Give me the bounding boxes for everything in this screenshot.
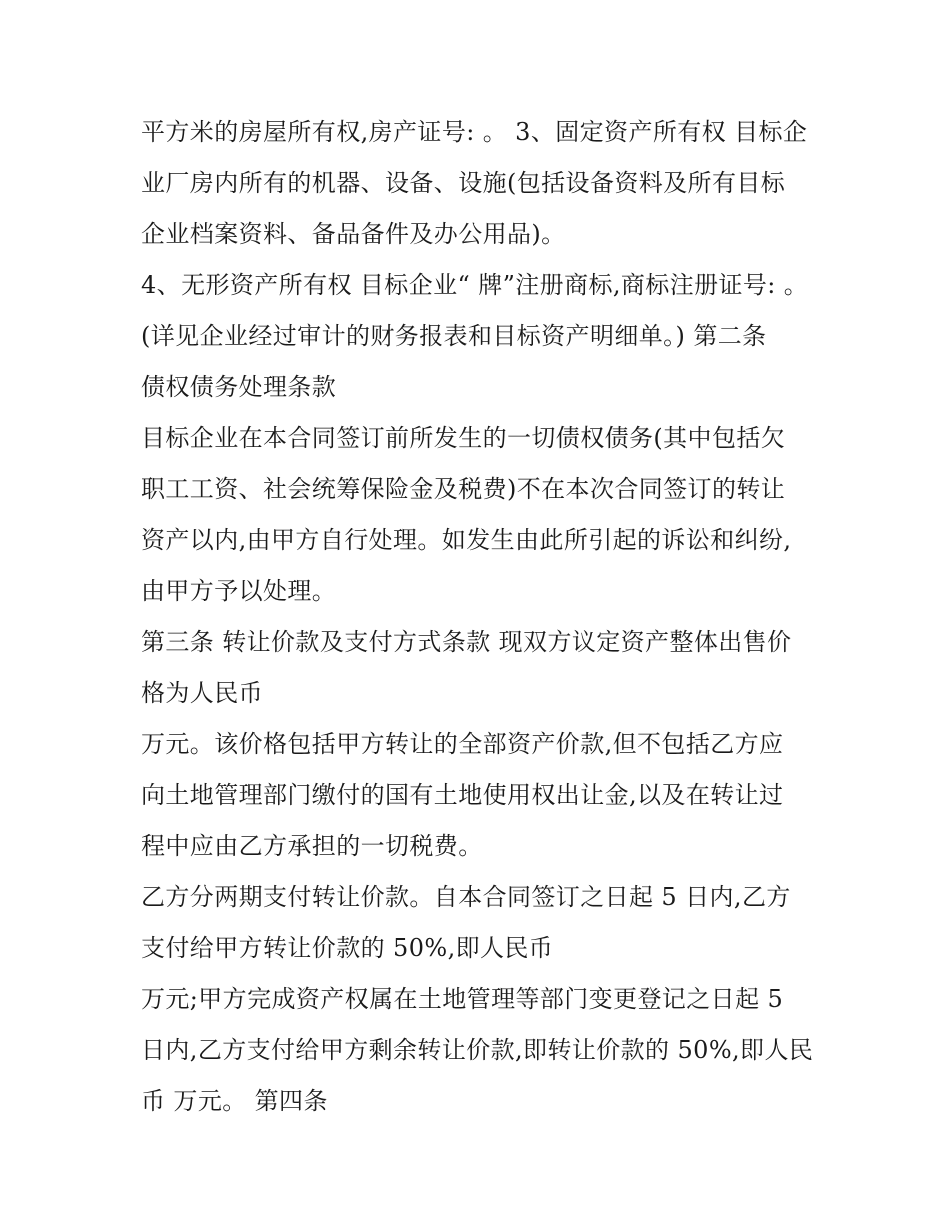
- text-line: 企业档案资料、备品备件及办公用品)。: [141, 220, 566, 248]
- text-line: 万元。该价格包括甲方转让的全部资产价款,但不包括乙方应: [141, 730, 784, 758]
- text-line: 平方米的房屋所有权,房产证号: 。 3、固定资产所有权 目标企: [141, 118, 808, 146]
- text-line: 职工工资、社会统筹保险金及税费)不在本次合同签订的转让: [141, 475, 786, 503]
- text-line: 目标企业在本合同签订前所发生的一切债权债务(其中包括欠: [141, 424, 786, 452]
- text-line: 4、无形资产所有权 目标企业“ 牌”注册商标,商标注册证号: 。: [141, 271, 809, 299]
- text-line: 向土地管理部门缴付的国有土地使用权出让金,以及在转让过: [141, 781, 784, 809]
- text-line: 乙方分两期支付转让价款。自本合同签订之日起 5 日内,乙方: [141, 883, 791, 911]
- contract-text-body: [141, 107, 821, 1127]
- text-line: 万元;甲方完成资产权属在土地管理等部门变更登记之日起 5: [141, 985, 784, 1013]
- text-line: 资产以内,由甲方自行处理。如发生由此所引起的诉讼和纠纷,: [141, 526, 792, 554]
- text-line: 格为人民币: [141, 679, 263, 707]
- text-line: (详见企业经过审计的财务报表和目标资产明细单。) 第二条: [141, 322, 767, 350]
- text-line: 第三条 转让价款及支付方式条款 现双方议定资产整体出售价: [141, 628, 792, 656]
- text-line: 债权债务处理条款: [141, 373, 337, 401]
- text-line: 由甲方予以处理。: [141, 577, 337, 605]
- text-line: 支付给甲方转让价款的 50%,即人民币: [141, 934, 554, 962]
- text-line: 业厂房内所有的机器、设备、设施(包括设备资料及所有目标: [141, 169, 786, 197]
- text-line: 币 万元。 第四条: [141, 1087, 328, 1115]
- text-line: 程中应由乙方承担的一切税费。: [141, 832, 483, 860]
- text-line: 日内,乙方支付给甲方剩余转让价款,即转让价款的 50%,即人民: [141, 1036, 814, 1064]
